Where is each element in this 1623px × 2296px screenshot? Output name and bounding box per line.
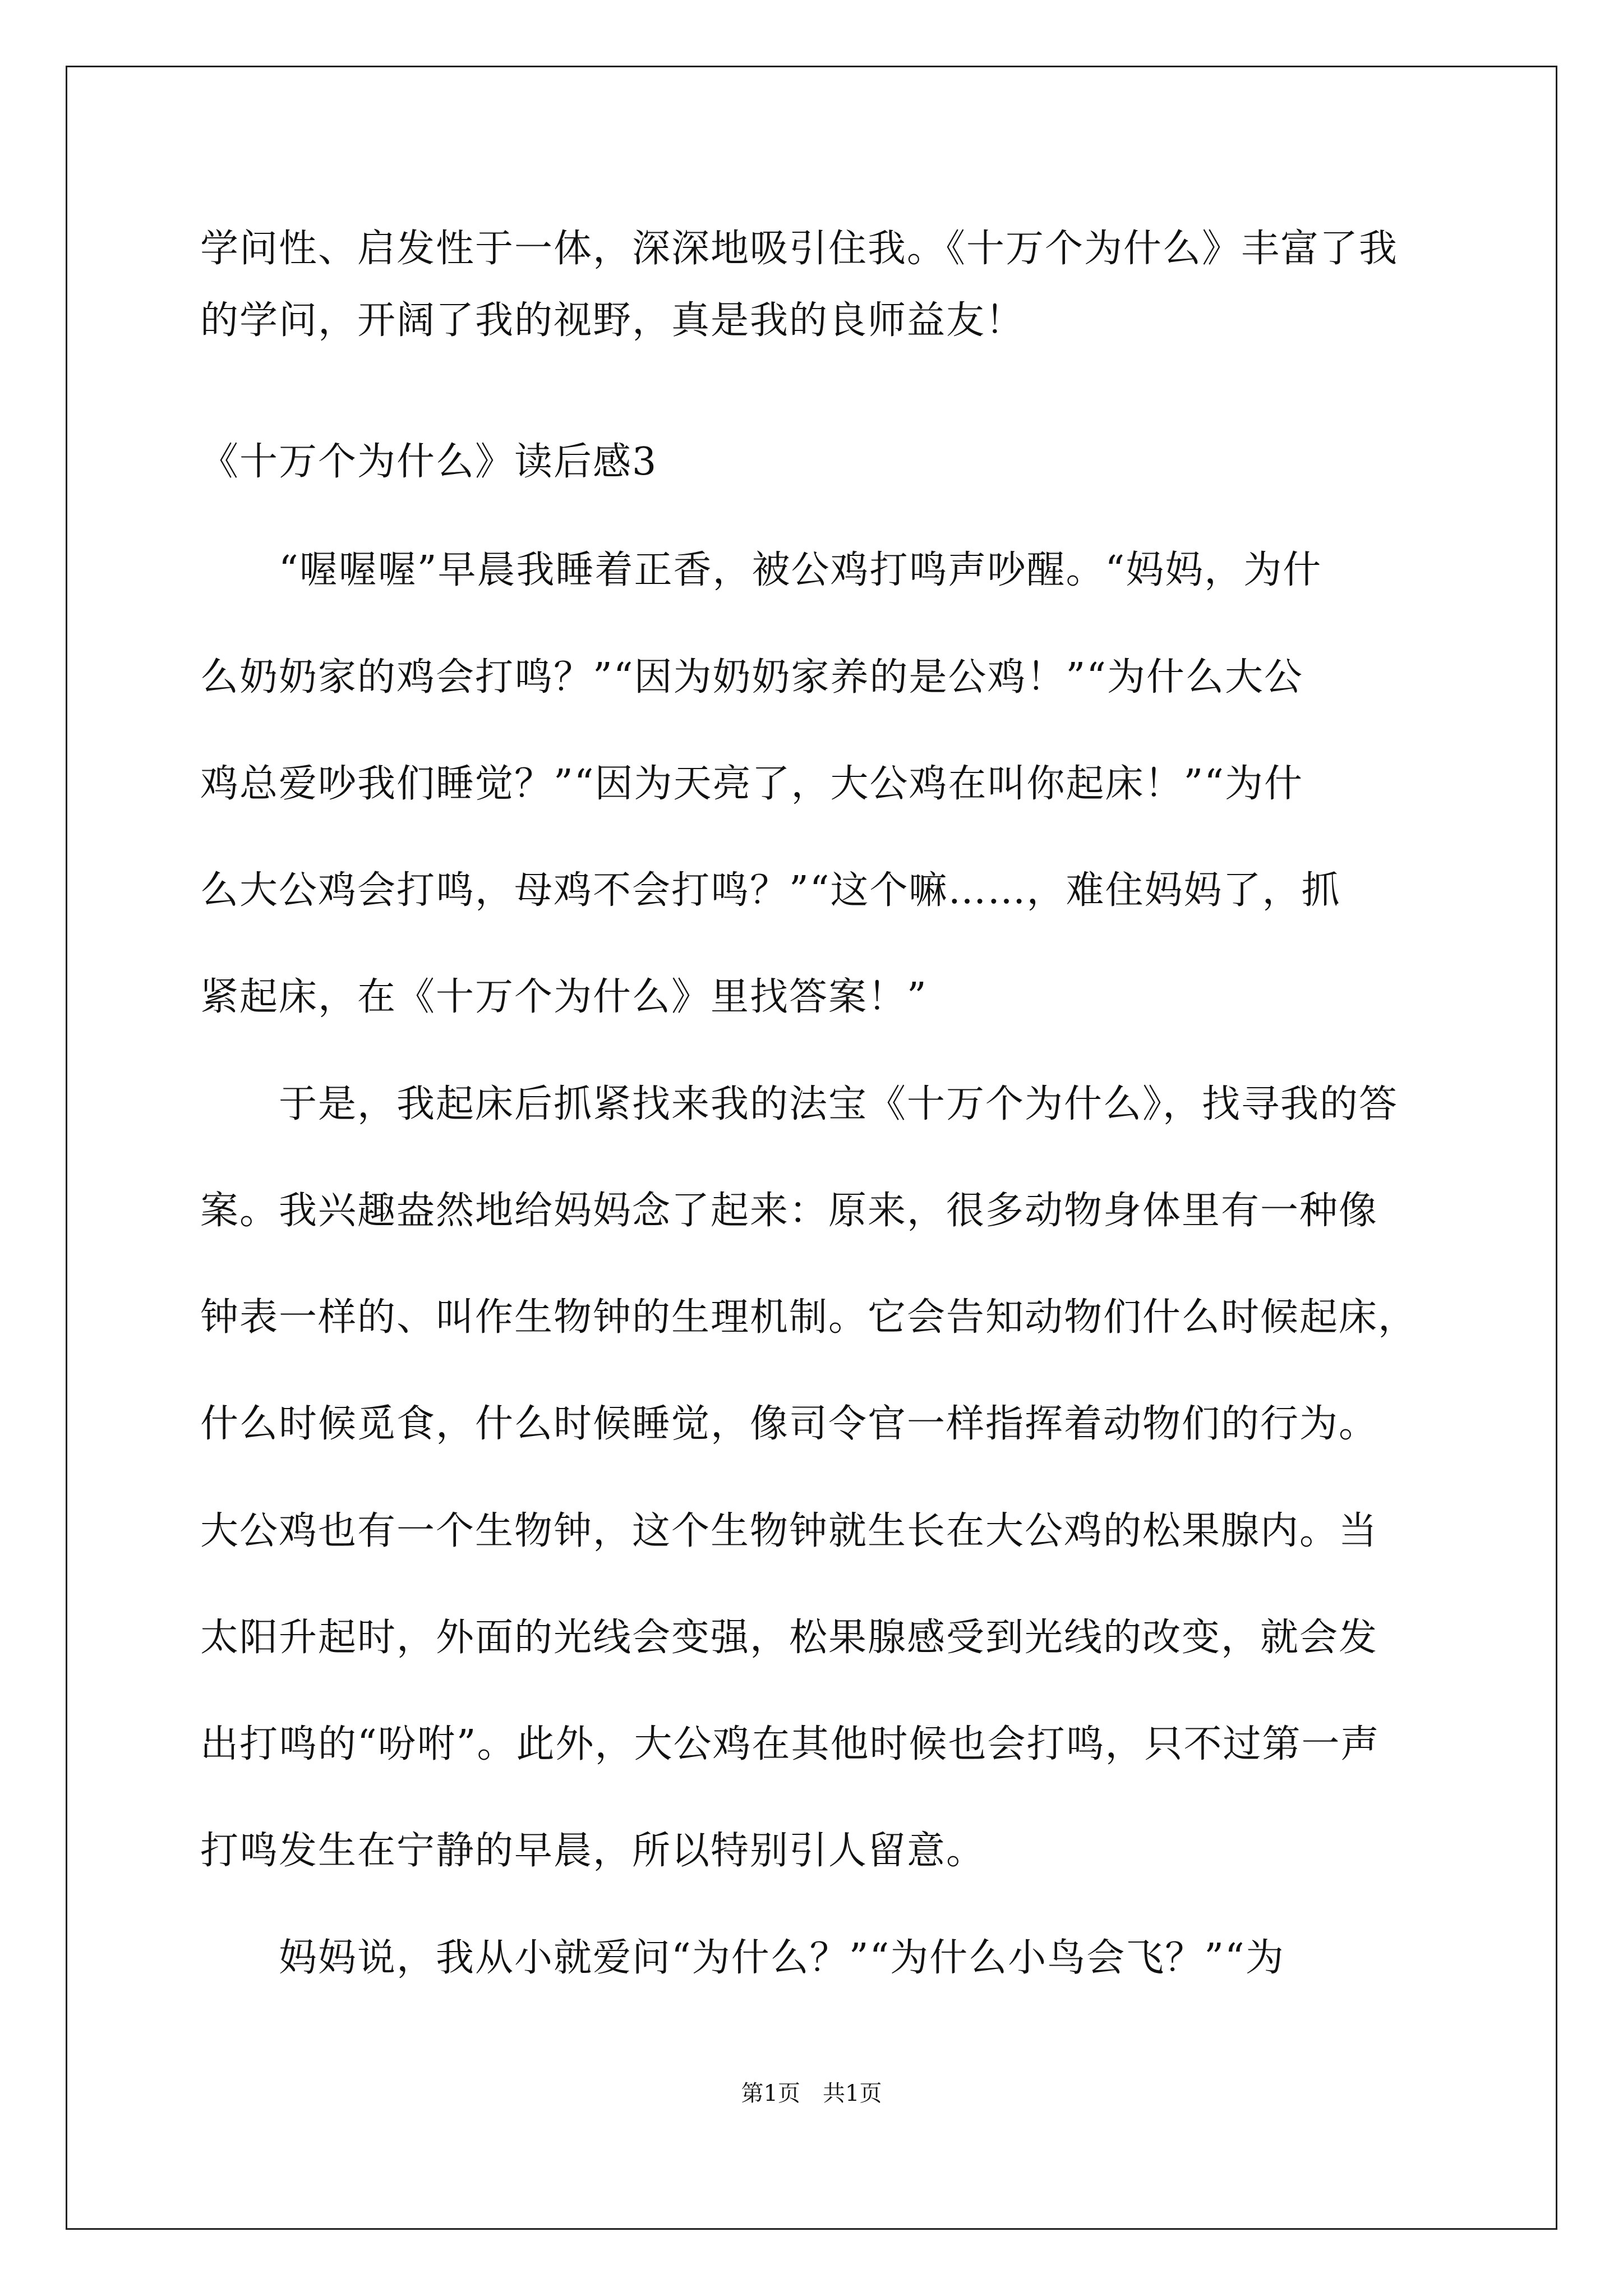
- text-line: 出打鸣的“吩咐”。此外，大公鸡在其他时候也会打鸣，只不过第一声: [200, 1722, 1380, 1766]
- text-line: “喔喔喔”早晨我睡着正香，被公鸡打鸣声吵醒。“妈妈，为什: [200, 548, 1322, 592]
- page-footer: 第1页 共1页: [741, 2081, 882, 2106]
- section-heading: 《十万个为什么》读后感3: [200, 440, 658, 484]
- text-line: 么奶奶家的鸡会打鸣？”“因为奶奶家养的是公鸡！”“为什么大公: [200, 655, 1304, 700]
- text-line: 太阳升起时，外面的光线会变强，松果腺感受到光线的改变，就会发: [200, 1616, 1378, 1660]
- text-line: 学问性、启发性于一体，深深地吸引住我。《十万个为什么》丰富了我: [200, 227, 1399, 271]
- text-line: 大公鸡也有一个生物钟，这个生物钟就生长在大公鸡的松果腺内。当: [200, 1509, 1378, 1553]
- text-line: 鸡总爱吵我们睡觉？”“因为天亮了，大公鸡在叫你起床！”“为什: [200, 762, 1304, 806]
- text-line: 打鸣发生在宁静的早晨，所以特别引人留意。: [200, 1829, 986, 1873]
- text-line: 钟表一样的、叫作生物钟的生理机制。它会告知动物们什么时候起床，: [200, 1295, 1418, 1340]
- text-line: 么大公鸡会打鸣，母鸡不会打鸣？”“这个嘛……，难住妈妈了，抓: [200, 868, 1341, 913]
- page-border: [66, 66, 1557, 2230]
- text-line: 的学问，开阔了我的视野，真是我的良师益友！: [200, 298, 1025, 343]
- text-line: 什么时候觅食，什么时候睡觉，像司令官一样指挥着动物们的行为。: [200, 1402, 1378, 1446]
- text-line: 于是，我起床后抓紧找来我的法宝《十万个为什么》，找寻我的答: [200, 1082, 1399, 1126]
- text-line: 案。我兴趣盎然地给妈妈念了起来：原来，很多动物身体里有一种像: [200, 1189, 1378, 1233]
- text-line: 妈妈说，我从小就爱问“为什么？”“为什么小鸟会飞？”“为: [200, 1936, 1285, 1980]
- text-line: 紧起床，在《十万个为什么》里找答案！”: [200, 975, 928, 1019]
